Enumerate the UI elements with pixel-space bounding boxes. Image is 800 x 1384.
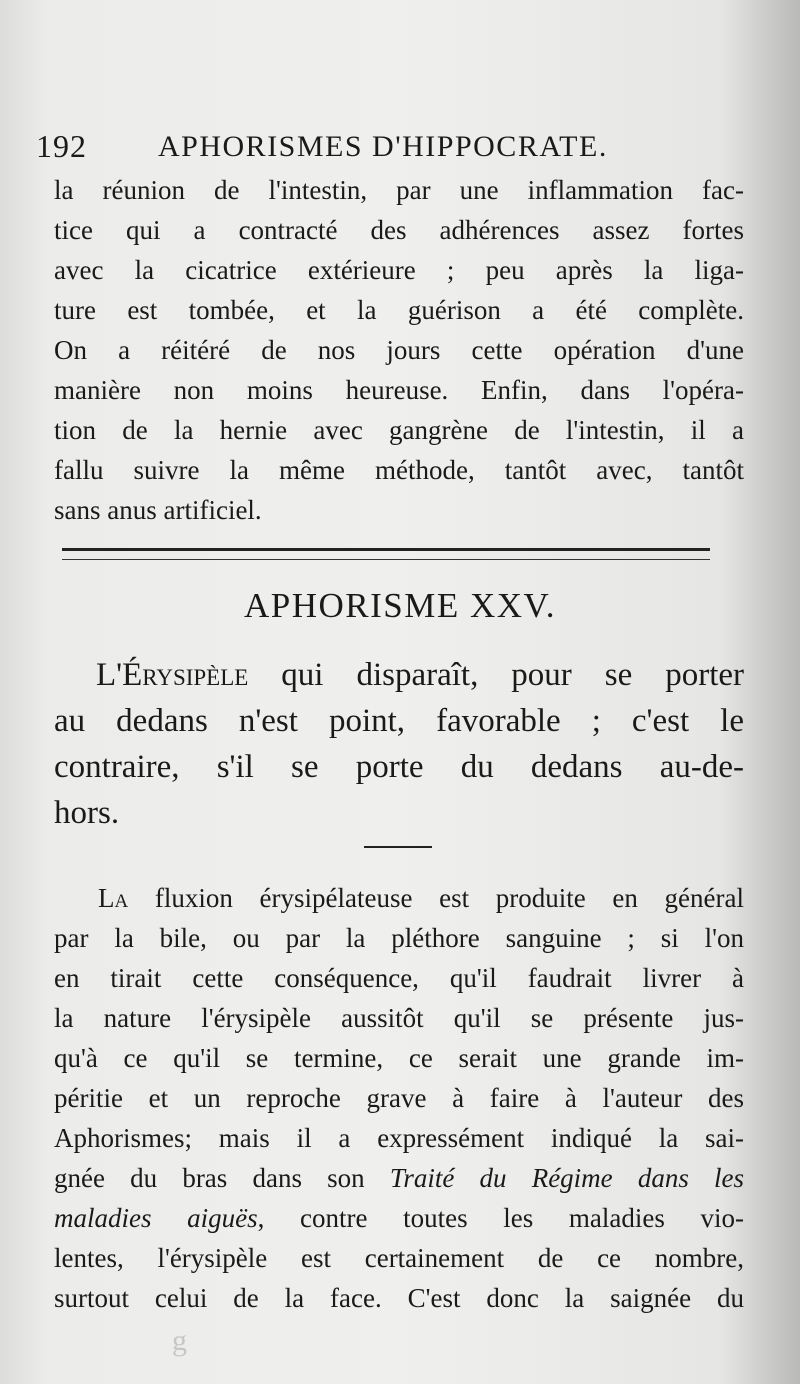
text-line: lentes, l'érysipèle est certainement de ce nombre, [54, 1243, 744, 1273]
text-line: tice qui a contracté des adhérences assez fortes [54, 215, 744, 245]
text-line: fallu suivre la même méthode, tantôt avec, tantôt [54, 455, 744, 485]
page-number: 192 [36, 128, 87, 164]
page-header [36, 128, 736, 168]
text-line: ture est tombée, et la guérison a été complète. [54, 295, 744, 325]
commentary-paragraph [54, 878, 744, 1318]
text-line: manière non moins heureuse. Enfin, dans l'opéra- [54, 375, 744, 405]
continuation-paragraph [54, 170, 744, 530]
aphorism-title: APHORISME XXV. [243, 586, 557, 625]
text-line: gnée du bras dans son Traité du Régime dans les [54, 1163, 745, 1193]
text-line: au dedans n'est point, favorable ; c'est le [54, 703, 744, 739]
commentary-first-word: La [98, 883, 129, 913]
text-line: L'Érysipèle qui disparaît, pour se porter [96, 657, 744, 693]
italic-title: maladies aiguës [54, 1203, 258, 1233]
text-line: La fluxion érysipélateuse est produite en général [98, 883, 744, 913]
text-line: hors. [54, 795, 120, 831]
text-line: maladies aiguës, contre toutes les maladies vio- [54, 1203, 744, 1233]
text-line: en tirait cette conséquence, qu'il faudrait livrer à [54, 963, 744, 993]
text-line: tion de la hernie avec gangrène de l'intestin, il a [54, 415, 744, 445]
text-line: surtout celui de la face. C'est donc la saignée du [54, 1283, 744, 1313]
signature-mark: g [172, 1324, 187, 1357]
text-line: la nature l'érysipèle aussitôt qu'il se présente jus- [54, 1003, 744, 1033]
text-line: péritie et un reproche grave à faire à l'auteur des [54, 1083, 744, 1113]
text-line: la réunion de l'intestin, par une inflammation fac- [54, 175, 744, 205]
running-head: APHORISMES D'HIPPOCRATE. [158, 130, 608, 163]
text-line: contraire, s'il se porte du dedans au-de- [54, 749, 744, 785]
text-line: avec la cicatrice extérieure ; peu après la liga- [54, 255, 744, 285]
text-line: par la bile, ou par la pléthore sanguine ; si l'on [54, 923, 744, 953]
section-divider [62, 548, 710, 560]
aphorism-text [54, 652, 744, 836]
text-line: sans anus artificiel. [54, 495, 262, 525]
italic-title: Traité du Régime dans les [389, 1163, 745, 1193]
short-divider [364, 846, 432, 848]
aphorism-first-word: L'Érysipèle [96, 657, 249, 693]
text-line: qu'à ce qu'il se termine, ce serait une grande im- [54, 1043, 744, 1073]
text-line: On a réitéré de nos jours cette opération d'une [54, 335, 744, 365]
text-line: Aphorismes; mais il a expressément indiqué la sai- [54, 1123, 744, 1153]
